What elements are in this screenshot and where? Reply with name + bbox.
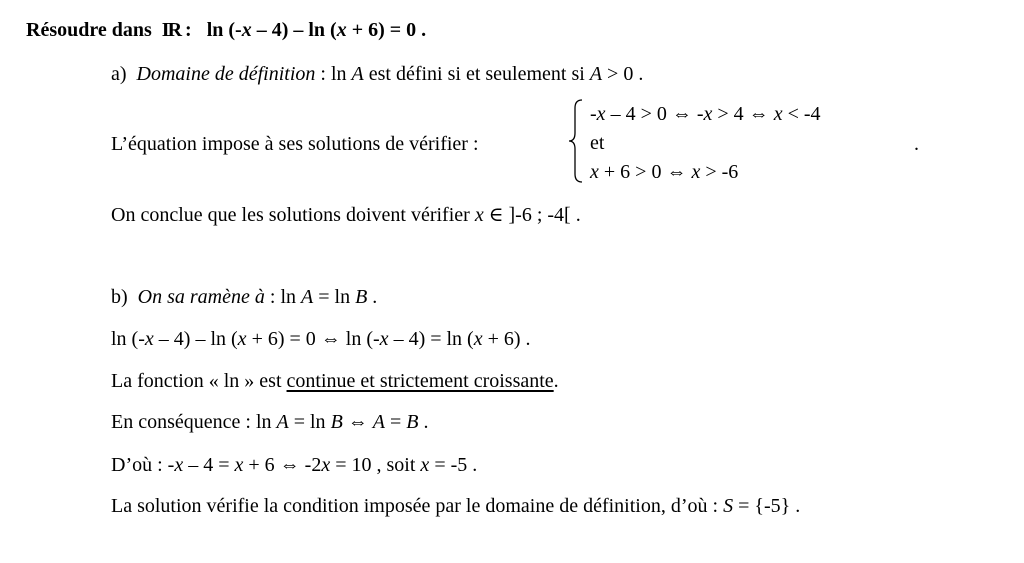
title-separator: : xyxy=(185,19,192,41)
part-b-heading: On sa ramène à xyxy=(137,286,265,308)
problem-statement: Résoudre dans IR : ln (-x – 4) – ln (x + 6) = 0 . xyxy=(26,19,427,41)
equation-rewrite: ln (-x – 4) – ln (x + 6) = 0 ⇔ ln (-x – 4) = ln (x + 6) . xyxy=(111,328,531,350)
function-property: La fonction « ln » est continue et strictement croissante. xyxy=(111,370,559,392)
consequence-line: En conséquence : ln A = ln B ⇔ A = B . xyxy=(111,411,429,433)
system-row-3: x + 6 > 0 ⇔ x > -6 xyxy=(590,161,739,183)
system-end-dot: . xyxy=(914,133,919,155)
part-a-domain: a) Domaine de définition : ln A est défini si et seulement si A > 0 . xyxy=(111,63,644,85)
system-row-1: -x – 4 > 0 ⇔ -x > 4 ⇔ x < -4 xyxy=(590,103,821,125)
left-brace-icon xyxy=(566,98,588,184)
domain-conclusion: On conclue que les solutions doivent vérifier x ∈ ]-6 ; -4[ . xyxy=(111,204,581,226)
real-numbers-symbol: IR xyxy=(161,19,181,41)
part-a-heading: Domaine de définition xyxy=(136,63,316,85)
part-a-label: a) xyxy=(111,63,127,85)
title-prefix: Résoudre dans xyxy=(26,19,152,41)
part-b-method: b) On sa ramène à : ln A = ln B . xyxy=(111,286,378,308)
underlined-property: continue et strictement croissante xyxy=(286,370,554,392)
resolution-line: D’où : -x – 4 = x + 6 ⇔ -2x = 10 , soit x = -5 . xyxy=(111,454,478,476)
system-row-2: et xyxy=(590,132,605,154)
final-solution: La solution vérifie la condition imposée par le domaine de définition, d’où : S = {-5} . xyxy=(111,495,801,517)
part-b-label: b) xyxy=(111,286,128,308)
system-intro: L’équation impose à ses solutions de vérifier : xyxy=(111,133,479,155)
